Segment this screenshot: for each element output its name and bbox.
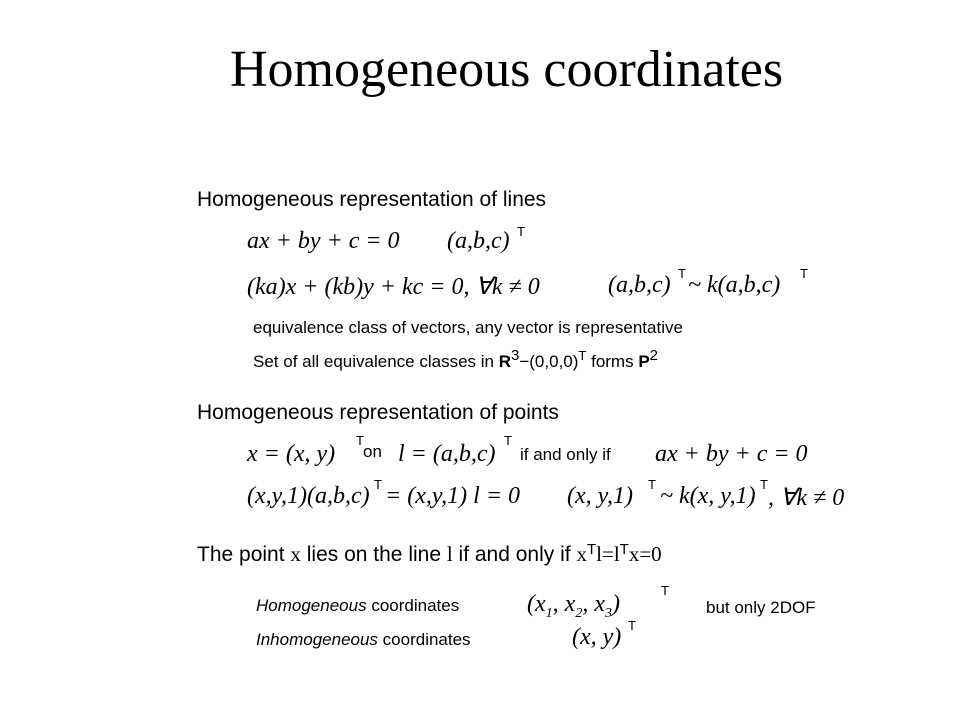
dot-product-left: (x,y,1)(a,b,c) (247, 483, 370, 509)
r-symbol: R (498, 352, 511, 371)
transpose-label: T (661, 583, 669, 598)
homogeneous-label (256, 596, 459, 616)
inhomogeneous-vector: (x, y) (572, 624, 622, 650)
inhomogeneous-word: Inhomogeneous (256, 630, 378, 649)
transpose-label: T (619, 541, 629, 558)
line-vector-definition: l = (a,b,c) (398, 441, 496, 467)
transpose-label: T (648, 477, 656, 492)
incidence-prefix: The point (197, 543, 285, 566)
coordinates-word: coordinates (371, 596, 460, 615)
iff-text: if and only if (520, 445, 611, 464)
transpose-label: T (800, 266, 808, 281)
scaled-point-vector: ~ k(x, y,1) (660, 483, 756, 509)
x-symbol: x (290, 542, 301, 566)
homogeneous-word: Homogeneous (256, 596, 367, 615)
page-title: Homogeneous coordinates (230, 41, 784, 98)
incidence-iff: if and only if (458, 543, 571, 566)
dof-note: but only 2DOF (706, 598, 816, 617)
transpose-label: T (517, 224, 525, 239)
point-vector-definition: x = (x, y) (247, 441, 336, 467)
incidence-middle: lies on the line (306, 543, 442, 566)
transpose-label: T (374, 477, 382, 492)
points-heading: Homogeneous representation of points (197, 401, 559, 424)
xz-symbol: x=0 (628, 542, 662, 566)
projective-space-note (253, 347, 659, 372)
set-prefix: Set of all equivalence classes in (253, 352, 494, 371)
line-vector-2: (a,b,c) (608, 272, 671, 298)
equivalence-note: equivalence class of vectors, any vector is representative (253, 318, 683, 337)
incidence-statement (197, 542, 662, 567)
dot-product-right: = (x,y,1) l = 0 (385, 483, 521, 509)
on-word: on (363, 442, 382, 461)
transpose-label: T (628, 618, 636, 633)
transpose-label: T (578, 348, 587, 363)
scaled-line-vector: ~ k(a,b,c) (688, 272, 781, 298)
transpose-label: T (678, 266, 686, 281)
p-exponent: 2 (649, 347, 659, 364)
p-symbol: P (638, 352, 650, 371)
coordinates-word: coordinates (382, 630, 471, 649)
line-equation: ax + by + c = 0 (247, 228, 400, 254)
forms-word: forms (591, 352, 634, 371)
lx-symbol: l=l (596, 542, 620, 566)
transpose-label: T (504, 433, 512, 448)
point-vector-2: (x, y,1) (567, 483, 633, 509)
point-line-equation: ax + by + c = 0 (655, 441, 808, 467)
lines-heading: Homogeneous representation of lines (197, 188, 547, 211)
transpose-label: T (760, 477, 768, 492)
inhomogeneous-label (256, 630, 471, 650)
l-symbol: l (446, 542, 453, 566)
scaled-line-equation: (ka)x + (kb)y + kc = 0, ∀k ≠ 0 (247, 274, 540, 300)
r-exponent: 3 (511, 347, 520, 364)
forall-condition: , ∀k ≠ 0 (768, 485, 845, 511)
line-vector: (a,b,c) (447, 228, 510, 254)
origin-exclusion: −(0,0,0) (519, 352, 579, 371)
transpose-label: T (356, 433, 364, 448)
transpose-label: T (586, 541, 597, 558)
homogeneous-vector: ($x_1$, $x_2$, $x_3$) (527, 591, 620, 621)
xt-symbol: x (576, 542, 587, 566)
